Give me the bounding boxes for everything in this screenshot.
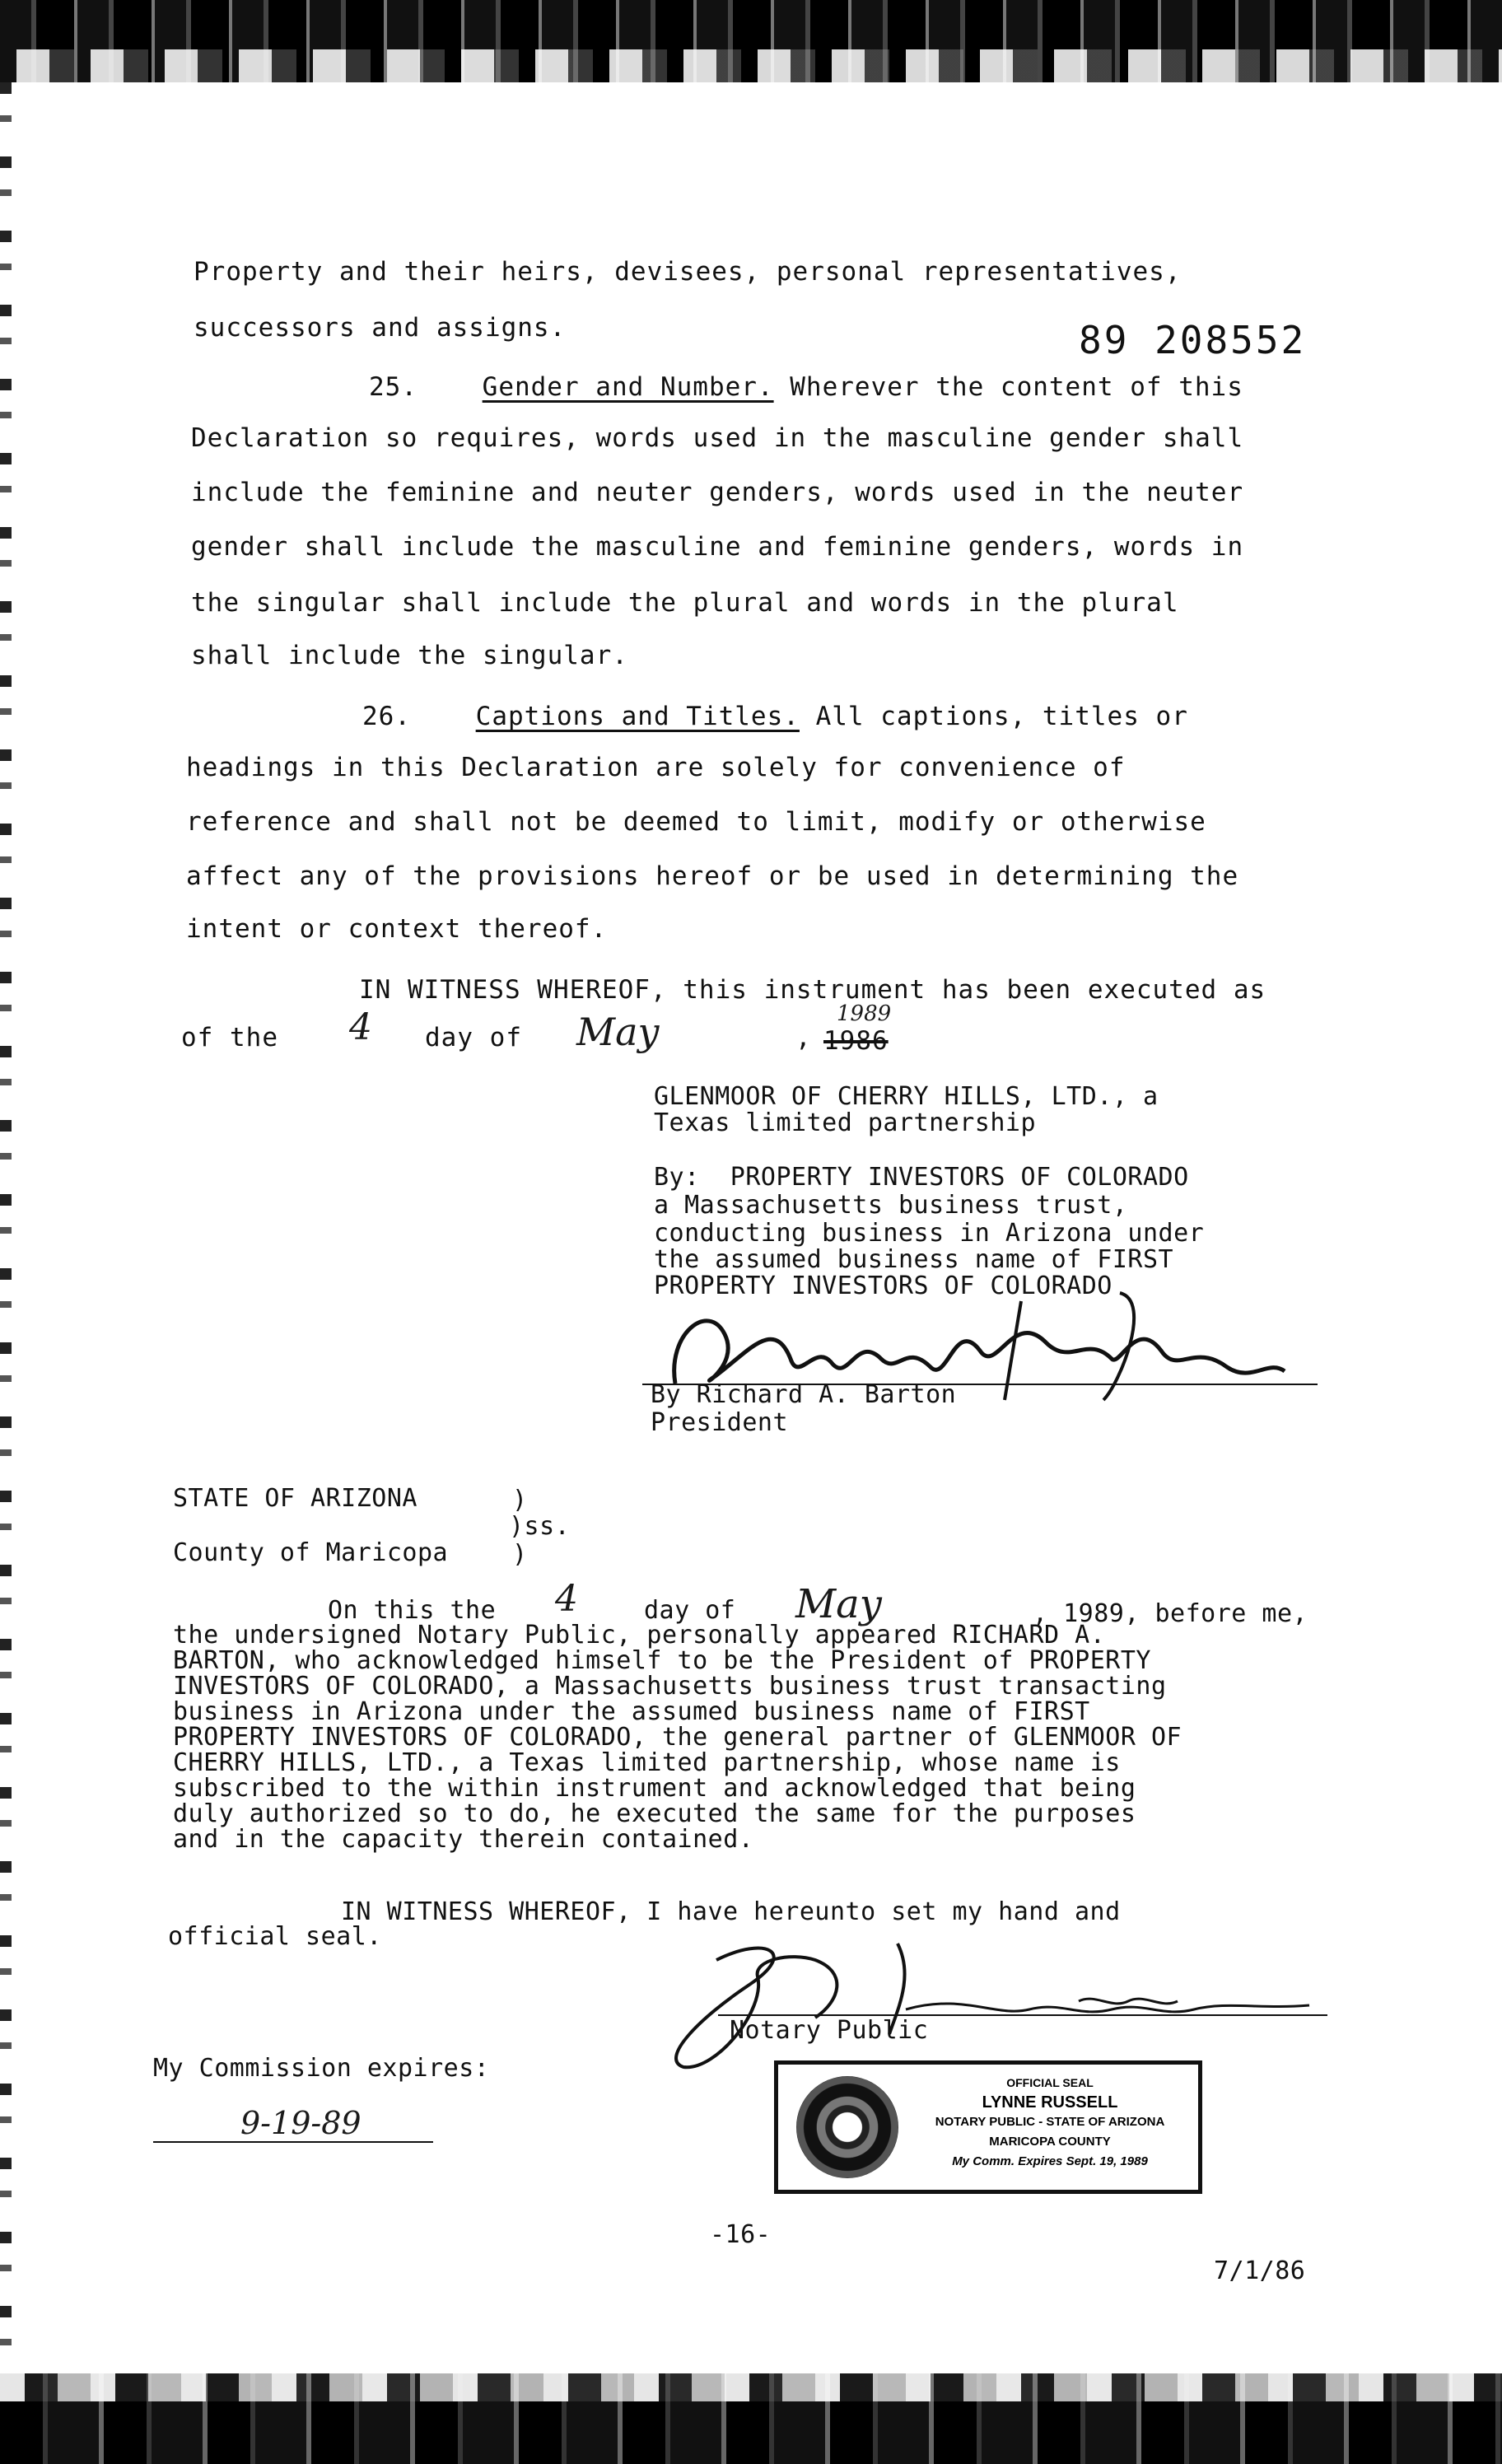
scan-edge-bottom (0, 2373, 1502, 2464)
notary-title: Notary Public (730, 2016, 929, 2045)
section-heading: Gender and Number. (482, 372, 774, 402)
venue-paren: ) (512, 1486, 528, 1514)
ack-line: business in Arizona under the assumed business name of FIRST (173, 1697, 1090, 1726)
signature-block-line: a Massachusetts business trust, (654, 1191, 1128, 1220)
text-line: headings in this Declaration are solely for convenience of (186, 753, 1126, 782)
ack-on-this-the: On this the (328, 1596, 497, 1625)
venue-ss: )ss. (509, 1512, 571, 1541)
venue-county: County of Maricopa (173, 1538, 449, 1567)
ack-line: CHERRY HILLS, LTD., a Texas limited partnership, whose name is (173, 1748, 1121, 1777)
execution-comma: , (795, 1023, 812, 1052)
text-line: successors and assigns. (194, 313, 567, 343)
seal-text (910, 2073, 1190, 2172)
ack-day-of: day of (644, 1596, 736, 1625)
ack-line: subscribed to the within instrument and acknowledged that being (173, 1774, 1136, 1803)
text-line: Property and their heirs, devisees, personal representatives, (194, 257, 1182, 287)
scan-edge-left (0, 82, 12, 2373)
text-line: intent or context thereof. (186, 914, 608, 944)
struck-year: 1986 (823, 1026, 889, 1056)
handwritten-day: 4 (555, 1578, 578, 1620)
commission-date: 9-19-89 (240, 2105, 362, 2141)
section-25-line (369, 372, 1243, 402)
section-number: 26. (362, 702, 411, 731)
notary-signature (651, 1927, 1359, 2075)
seal-line: My Comm. Expires Sept. 19, 1989 (952, 2154, 1148, 2168)
commission-rule (153, 2141, 433, 2143)
scan-edge-top (0, 0, 1502, 82)
seal-line: OFFICIAL SEAL (1006, 2076, 1094, 2089)
execution-of-the: of the (181, 1023, 278, 1052)
recording-number: 89 208552 (1079, 318, 1307, 362)
seal-line: LYNNE RUSSELL (982, 2093, 1118, 2112)
signature-block-line: conducting business in Arizona under (654, 1219, 1205, 1248)
text-line: include the feminine and neuter genders, words used in the neuter (191, 478, 1244, 507)
text-line: affect any of the provisions hereof or be used in determining the (186, 861, 1239, 891)
notary-witness-line: official seal. (168, 1922, 382, 1951)
section-number: 25. (369, 372, 417, 402)
ack-line: BARTON, who acknowledged himself to be the President of PROPERTY (173, 1646, 1151, 1675)
section-text: Wherever the content of this (773, 372, 1243, 402)
page-number: -16- (710, 2220, 772, 2249)
section-heading: Captions and Titles. (475, 702, 800, 731)
witness-line: IN WITNESS WHEREOF, this instrument has been executed as (359, 975, 1266, 1005)
seal-line: NOTARY PUBLIC - STATE OF ARIZONA (935, 2115, 1165, 2129)
signature-block-line: By: PROPERTY INVESTORS OF COLORADO (654, 1163, 1189, 1192)
signature-block-line: the assumed business name of FIRST (654, 1245, 1174, 1274)
text-line: reference and shall not be deemed to limit, modify or otherwise (186, 807, 1206, 837)
seal-line: MARICOPA COUNTY (989, 2135, 1111, 2149)
revision-date: 7/1/86 (1214, 2256, 1306, 2285)
signature-block-line: GLENMOOR OF CHERRY HILLS, LTD., a (654, 1082, 1159, 1111)
ack-line: INVESTORS OF COLORADO, a Massachusetts business trust transacting (173, 1672, 1167, 1701)
venue-paren: ) (512, 1540, 528, 1569)
ack-year: , 1989, before me, (1033, 1599, 1308, 1628)
text-line: gender shall include the masculine and feminine genders, words in (191, 532, 1244, 562)
text-line: shall include the singular. (191, 641, 628, 670)
signature-block-line: PROPERTY INVESTORS OF COLORADO (654, 1272, 1113, 1300)
ack-line: duly authorized so to do, he executed the same for the purposes (173, 1799, 1136, 1828)
signer-title: President (651, 1408, 789, 1437)
signature-block-line: Texas limited partnership (654, 1108, 1037, 1137)
execution-day-of: day of (425, 1023, 522, 1052)
notary-seal (774, 2060, 1202, 2194)
handwritten-year: 1989 (837, 1001, 892, 1026)
handwritten-day: 4 (349, 1006, 372, 1048)
handwritten-month: May (576, 1010, 660, 1054)
text-line: Declaration so requires, words used in the masculine gender shall (191, 423, 1244, 453)
state-seal-emblem (796, 2076, 898, 2178)
section-26-line (362, 702, 1188, 731)
section-text: All captions, titles or (799, 702, 1188, 731)
ack-line: and in the capacity therein contained. (173, 1825, 754, 1854)
venue-state: STATE OF ARIZONA (173, 1484, 417, 1513)
ack-line: the undersigned Notary Public, personally appeared RICHARD A. (173, 1621, 1106, 1650)
handwritten-month: May (795, 1581, 882, 1627)
text-line: the singular shall include the plural and words in the plural (191, 588, 1179, 618)
commission-label: My Commission expires: (153, 2054, 490, 2083)
signer-name: By Richard A. Barton (651, 1380, 957, 1409)
notary-witness-line: IN WITNESS WHEREOF, I have hereunto set my hand and (341, 1897, 1121, 1926)
ack-line: PROPERTY INVESTORS OF COLORADO, the general partner of GLENMOOR OF (173, 1723, 1182, 1752)
